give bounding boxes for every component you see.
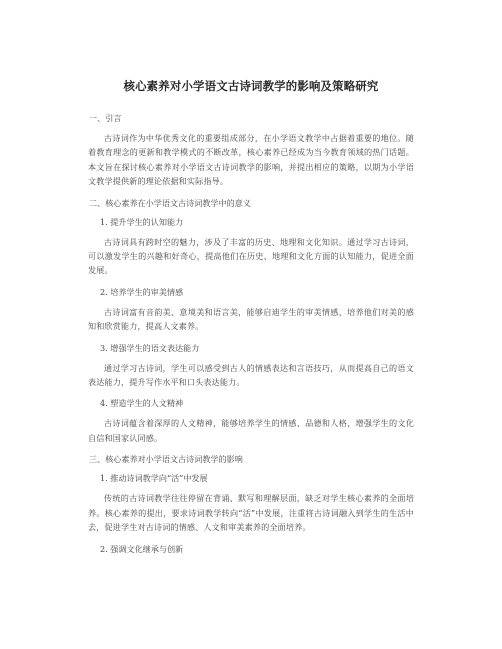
paragraph: 古诗词蕴含着深厚的人文精神，能够培养学生的情感、品德和人格，增强学生的文化自信和国家认同感。	[88, 418, 414, 443]
paragraph: 古诗词作为中华优秀文化的重要组成部分，在小学语文教学中占据着重要的地位。随着教育理念的更新和教学模式的不断改革，核心素养已经成为当今教育领域的热门话题。本文旨在探讨核心素养对小学语文古诗词教学的影响，并提出相应的策略，以期为小学语文教学提供新的理论依据和实际指导。	[88, 133, 414, 187]
paragraph: 通过学习古诗词，学生可以感受到古人的情感表达和言语技巧，从而提高自己的语文表达能力，提升写作水平和口头表达能力。	[88, 362, 414, 388]
subsection-heading: 1. 提升学生的认知能力	[100, 216, 184, 227]
subsection-heading: 2. 培养学生的审美情感	[100, 286, 184, 297]
section-heading: 一、引言	[89, 113, 122, 123]
subsection-heading: 1. 推动诗词教学向“活”中发展	[100, 473, 208, 484]
paragraph: 传统的古诗词教学往往停留在背诵、默写和理解层面，缺乏对学生核心素养的全面培养。核心素养的提出，要求诗词教学转向“活”中发展，注重将古诗词融入到学生的生活中去，促进学生对古诗词的情感、人文和审美素养的全面培养。	[88, 493, 414, 533]
subsection-heading: 4. 塑造学生的人文精神	[100, 398, 184, 409]
section-heading: 三、核心素养对小学语文古诗词教学的影响	[89, 454, 243, 465]
paragraph: 古诗词富有音韵美、意境美和语言美，能够启迪学生的审美情感，培养他们对美的感知和欣赏能力，提高人文素养。	[88, 306, 414, 332]
subsection-heading: 3. 增强学生的语文表达能力	[100, 342, 200, 353]
document-body	[88, 112, 414, 555]
paragraph: 古诗词具有跨时空的魅力，涉及了丰富的历史、地理和文化知识。通过学习古诗词，可以激发学生的兴趣和好奇心，提高他们在历史、地理和文化方面的认知能力，促进全面发展。	[88, 236, 414, 276]
document-title: 核心素养对小学语文古诗词教学的影响及策略研究	[123, 79, 379, 93]
section-heading: 二、核心素养在小学语文古诗词教学中的意义	[89, 197, 251, 208]
subsection-heading: 2. 强调文化继承与创新	[100, 543, 184, 554]
